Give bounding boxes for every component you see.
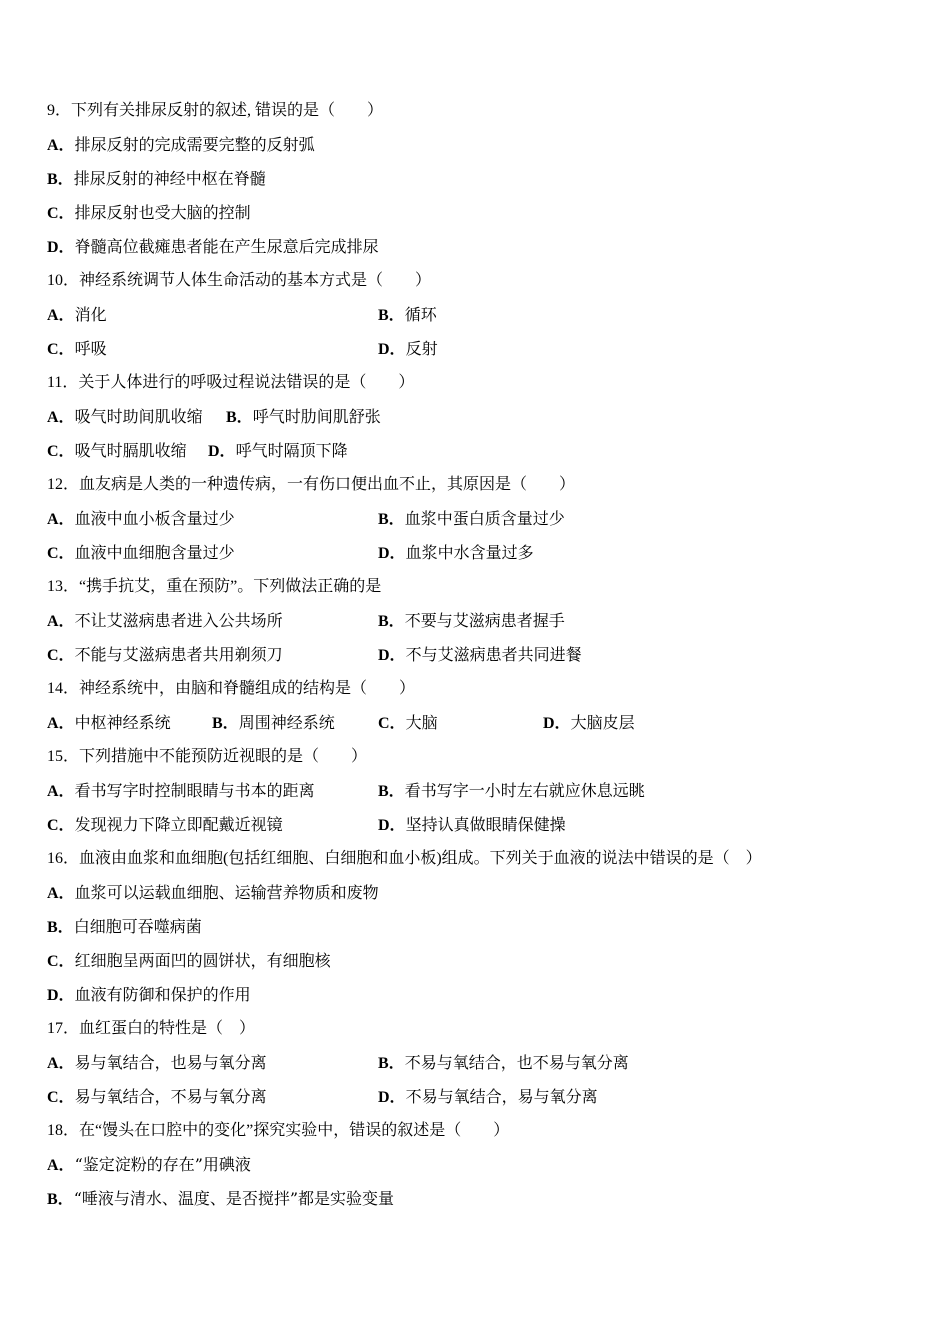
option-key: C． xyxy=(47,545,75,562)
option-key: B． xyxy=(212,715,239,732)
option-text: “唾液与清水、温度、是否搅拌”都是实验变量 xyxy=(73,1189,395,1208)
option-text: 血浆中水含量过多 xyxy=(405,543,534,562)
option-key: B． xyxy=(378,511,405,528)
question-18-option-a[interactable] xyxy=(47,1153,251,1177)
question-11-option-b[interactable] xyxy=(226,405,381,429)
question-14-option-d[interactable] xyxy=(543,711,635,735)
option-text: 血液中血小板含量过少 xyxy=(74,509,235,528)
question-15-option-d[interactable] xyxy=(378,813,566,837)
question-17-option-c[interactable] xyxy=(47,1085,267,1109)
option-key: A． xyxy=(47,409,75,426)
option-text: 周围神经系统 xyxy=(238,713,335,732)
option-key: D． xyxy=(378,1089,406,1106)
option-key: B． xyxy=(226,409,253,426)
option-text: 循环 xyxy=(404,305,437,324)
question-9-option-c[interactable] xyxy=(47,201,251,225)
question-14-stem: 14．神经系统中，由脑和脊髓组成的结构是（ ） xyxy=(47,680,416,697)
question-14-option-c[interactable] xyxy=(378,711,438,735)
option-key: D． xyxy=(378,545,406,562)
option-key: A． xyxy=(47,783,75,800)
option-key: C． xyxy=(47,341,75,358)
question-17-option-a[interactable] xyxy=(47,1051,267,1075)
option-text: 不要与艾滋病患者握手 xyxy=(404,611,565,630)
option-key: A． xyxy=(47,137,75,154)
option-key: D． xyxy=(378,647,406,664)
option-key: A． xyxy=(47,511,75,528)
question-14-option-b[interactable] xyxy=(212,711,335,735)
option-key: D． xyxy=(47,239,75,256)
option-text: 看书写字一小时左右就应休息远眺 xyxy=(404,781,645,800)
question-12-option-a[interactable] xyxy=(47,507,235,531)
option-key: A． xyxy=(47,1157,75,1174)
option-text: 红细胞呈两面凹的圆饼状，有细胞核 xyxy=(74,951,331,970)
option-key: C． xyxy=(47,205,75,222)
question-10-stem: 10．神经系统调节人体生命活动的基本方式是（ ） xyxy=(47,272,432,289)
question-15-option-c[interactable] xyxy=(47,813,283,837)
question-12-option-b[interactable] xyxy=(378,507,565,531)
question-13-option-c[interactable] xyxy=(47,643,283,667)
option-text: 不易与氧结合，易与氧分离 xyxy=(405,1087,598,1106)
option-text: 大脑 xyxy=(405,713,438,732)
option-key: B． xyxy=(378,613,405,630)
question-12-option-d[interactable] xyxy=(378,541,534,565)
option-key: D． xyxy=(543,715,571,732)
option-key: B． xyxy=(378,307,405,324)
question-9-option-a[interactable] xyxy=(47,133,315,157)
option-text: 呼气时肋间肌舒张 xyxy=(252,407,381,426)
option-key: A． xyxy=(47,613,75,630)
option-key: D． xyxy=(378,341,406,358)
option-key: B． xyxy=(47,919,74,936)
option-key: B． xyxy=(378,1055,405,1072)
question-12-option-c[interactable] xyxy=(47,541,235,565)
question-15-option-a[interactable] xyxy=(47,779,315,803)
question-9-option-b[interactable] xyxy=(47,167,266,191)
question-13-option-b[interactable] xyxy=(378,609,565,633)
question-17-option-b[interactable] xyxy=(378,1051,629,1075)
question-11-option-c[interactable] xyxy=(47,439,187,463)
question-18-option-b[interactable] xyxy=(47,1187,394,1211)
option-text: 不与艾滋病患者共同进餐 xyxy=(405,645,582,664)
option-text: “鉴定淀粉的存在”用碘液 xyxy=(74,1155,251,1174)
option-key: C． xyxy=(47,953,75,970)
option-key: C． xyxy=(378,715,406,732)
option-text: 白细胞可吞噬病菌 xyxy=(73,917,202,936)
option-key: C． xyxy=(47,1089,75,1106)
option-text: 反射 xyxy=(405,339,438,358)
option-text: 易与氧结合，不易与氧分离 xyxy=(74,1087,267,1106)
option-key: B． xyxy=(47,1191,74,1208)
question-15-option-b[interactable] xyxy=(378,779,645,803)
option-text: 排尿反射的完成需要完整的反射弧 xyxy=(74,135,315,154)
question-9-stem: 9．下列有关排尿反射的叙述, 错误的是（ ） xyxy=(47,102,384,119)
option-text: 血浆可以运载血细胞、运输营养物质和废物 xyxy=(74,883,379,902)
option-key: D． xyxy=(378,817,406,834)
option-key: A． xyxy=(47,1055,75,1072)
question-11-stem: 11．关于人体进行的呼吸过程说法错误的是（ ） xyxy=(47,374,415,391)
question-18-stem: 18．在“馒头在口腔中的变化”探究实验中，错误的叙述是（ ） xyxy=(47,1122,510,1139)
question-15-stem: 15．下列措施中不能预防近视眼的是（ ） xyxy=(47,748,368,765)
option-text: 不能与艾滋病患者共用剃须刀 xyxy=(74,645,283,664)
option-key: C． xyxy=(47,443,75,460)
option-text: 发现视力下降立即配戴近视镜 xyxy=(74,815,283,834)
question-16-stem: 16．血液由血浆和血细胞(包括红细胞、白细胞和血小板)组成。下列关于血液的说法中错误的是（ ） xyxy=(47,850,762,867)
question-13-option-d[interactable] xyxy=(378,643,582,667)
option-text: 排尿反射的神经中枢在脊髓 xyxy=(73,169,266,188)
question-16-option-b[interactable] xyxy=(47,915,202,939)
option-text: 血液有防御和保护的作用 xyxy=(74,985,251,1004)
question-16-option-c[interactable] xyxy=(47,949,331,973)
question-10-option-d[interactable] xyxy=(378,337,438,361)
question-16-option-d[interactable] xyxy=(47,983,251,1007)
option-key: B． xyxy=(378,783,405,800)
option-key: A． xyxy=(47,885,75,902)
option-text: 坚持认真做眼睛保健操 xyxy=(405,815,566,834)
option-key: C． xyxy=(47,647,75,664)
option-text: 呼气时隔顶下降 xyxy=(235,441,348,460)
option-text: 血液中血细胞含量过少 xyxy=(74,543,235,562)
option-text: 吸气时膈肌收缩 xyxy=(74,441,187,460)
option-text: 易与氧结合，也易与氧分离 xyxy=(74,1053,267,1072)
option-key: D． xyxy=(47,987,75,1004)
question-17-stem: 17．血红蛋白的特性是（ ） xyxy=(47,1020,256,1037)
option-text: 排尿反射也受大脑的控制 xyxy=(74,203,251,222)
option-text: 消化 xyxy=(74,305,107,324)
option-text: 大脑皮层 xyxy=(570,713,635,732)
option-key: A． xyxy=(47,715,75,732)
option-text: 血浆中蛋白质含量过少 xyxy=(404,509,565,528)
question-17-option-d[interactable] xyxy=(378,1085,598,1109)
question-13-option-a[interactable] xyxy=(47,609,283,633)
option-key: B． xyxy=(47,171,74,188)
option-text: 看书写字时控制眼睛与书本的距离 xyxy=(74,781,315,800)
question-14-option-a[interactable] xyxy=(47,711,171,735)
question-10-option-a[interactable] xyxy=(47,303,107,327)
question-11-option-a[interactable] xyxy=(47,405,203,429)
option-text: 中枢神经系统 xyxy=(74,713,171,732)
option-text: 脊髓高位截瘫患者能在产生尿意后完成排尿 xyxy=(74,237,379,256)
option-text: 吸气时助间肌收缩 xyxy=(74,407,203,426)
option-text: 呼吸 xyxy=(74,339,107,358)
question-13-stem: 13．“携手抗艾，重在预防”。下列做法正确的是 xyxy=(47,578,382,595)
question-9-option-d[interactable] xyxy=(47,235,379,259)
question-10-option-b[interactable] xyxy=(378,303,437,327)
option-key: C． xyxy=(47,817,75,834)
option-text: 不让艾滋病患者进入公共场所 xyxy=(74,611,283,630)
option-key: A． xyxy=(47,307,75,324)
question-11-option-d[interactable] xyxy=(208,439,348,463)
option-text: 不易与氧结合，也不易与氧分离 xyxy=(404,1053,629,1072)
question-16-option-a[interactable] xyxy=(47,881,379,905)
question-10-option-c[interactable] xyxy=(47,337,107,361)
option-key: D． xyxy=(208,443,236,460)
question-12-stem: 12．血友病是人类的一种遗传病，一有伤口便出血不止，其原因是（ ） xyxy=(47,476,576,493)
